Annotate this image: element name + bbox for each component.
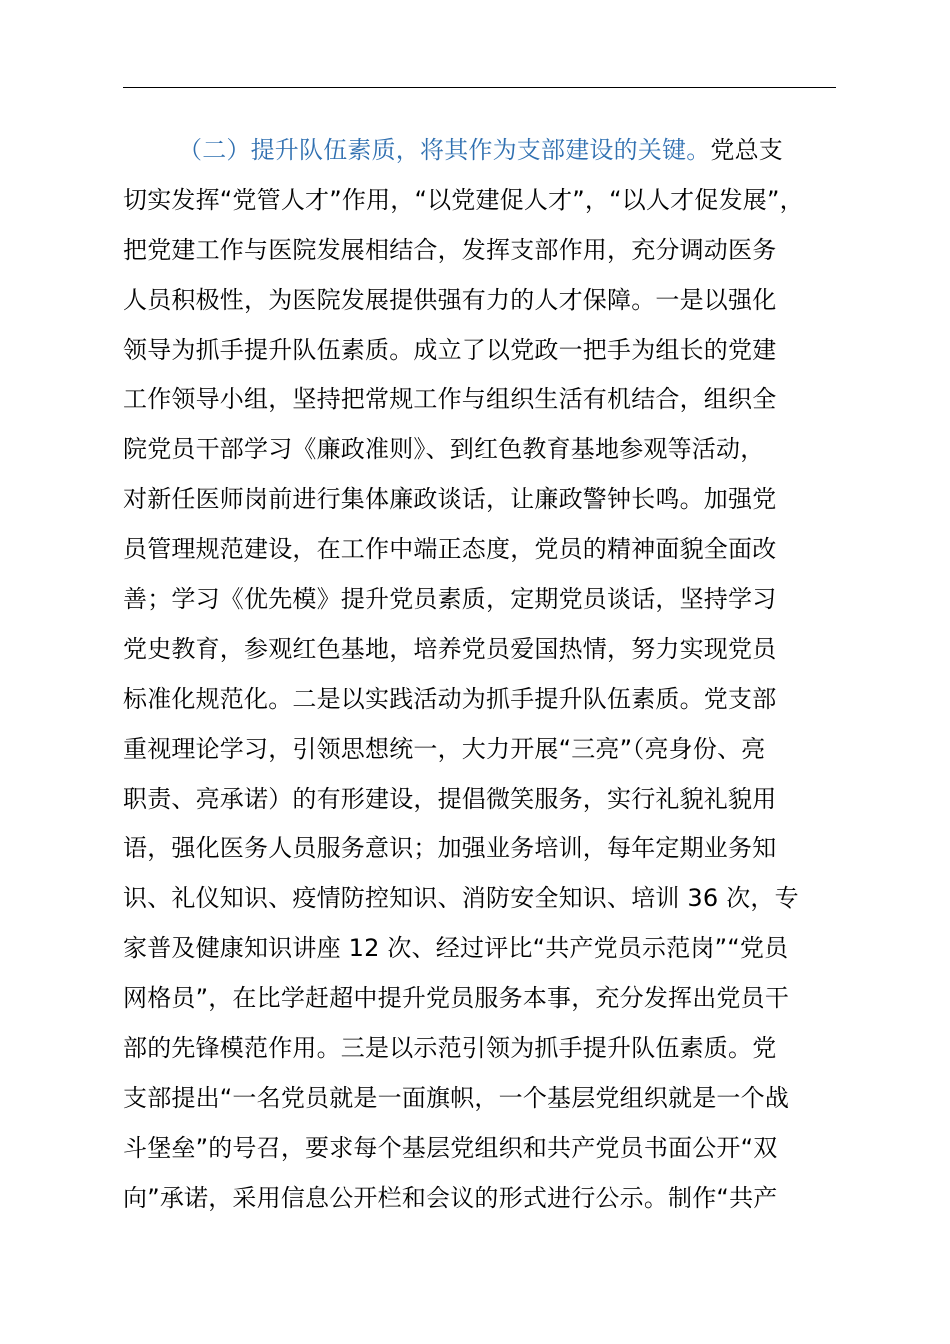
text-line: 家普及健康知识讲座 12 次、经过评比“共产党员示范岗”“党员 <box>123 934 789 963</box>
text-line: 向”承诺，采用信息公开栏和会议的形式进行公示。制作“共产 <box>123 1183 778 1212</box>
text-line: 识、礼仪知识、疫情防控知识、消防安全知识、培训 36 次，专 <box>123 884 799 913</box>
text-line: 斗堡垒”的号召，要求每个基层党组织和共产党员书面公开“双 <box>123 1133 778 1162</box>
text-line: 党史教育，参观红色基地，培养党员爱国热情，努力实现党员 <box>123 634 777 663</box>
text-line: 支部提出“一名党员就是一面旗帜，一个基层党组织就是一个战 <box>123 1083 790 1112</box>
text-line: 重视理论学习，引领思想统一，大力开展“三亮”（亮身份、亮 <box>123 734 766 763</box>
text-line: 切实发挥“党管人才”作用，“以党建促人才”，“以人才促发展”， <box>123 185 804 214</box>
first-line-tail: 党总支 <box>710 136 784 164</box>
text-line: 人员积极性，为医院发展提供强有力的人才保障。一是以强化 <box>123 285 777 314</box>
text-line: 院党员干部学习《廉政准则》、到红色教育基地参观等活动， <box>123 435 765 464</box>
text-line: 语，强化医务人员服务意识；加强业务培训，每年定期业务知 <box>123 834 777 863</box>
section-heading: （二）提升队伍素质，将其作为支部建设的关键。 <box>178 136 711 164</box>
text-line: 网格员”，在比学赶超中提升党员服务本事，充分发挥出党员干 <box>123 984 790 1013</box>
text-line: 部的先锋模范作用。三是以示范引领为抓手提升队伍素质。党 <box>123 1034 777 1063</box>
document-body <box>123 126 836 1224</box>
text-line: 标准化规范化。二是以实践活动为抓手提升队伍素质。党支部 <box>123 684 777 713</box>
text-line: 善；学习《优先模》提升党员素质，定期党员谈话，坚持学习 <box>123 585 777 614</box>
text-line: 把党建工作与医院发展相结合，发挥支部作用，充分调动医务 <box>123 235 777 264</box>
paragraph-first-line <box>123 126 836 176</box>
text-line: 员管理规范建设，在工作中端正态度，党员的精神面貌全面改 <box>123 535 777 564</box>
text-line: 领导为抓手提升队伍素质。成立了以党政一把手为组长的党建 <box>123 335 777 364</box>
header-rule <box>123 87 836 88</box>
text-line: 工作领导小组，坚持把常规工作与组织生活有机结合，组织全 <box>123 385 777 414</box>
text-line: 职责、亮承诺）的有形建设，提倡微笑服务，实行礼貌礼貌用 <box>123 784 777 813</box>
text-line: 对新任医师岗前进行集体廉政谈话，让廉政警钟长鸣。加强党 <box>123 485 777 514</box>
